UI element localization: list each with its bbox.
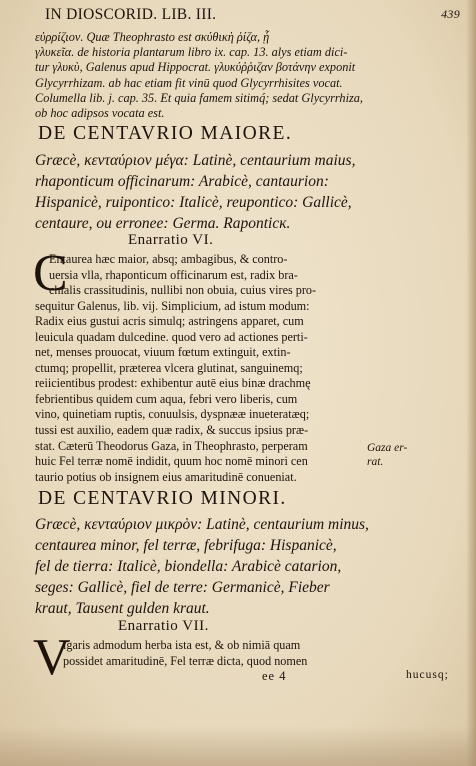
text-line: uersia vlla, rhaponticum officinarum est, radix bra- <box>49 267 298 282</box>
enarratio-heading: Enarratio VI. <box>128 232 214 248</box>
page-footer <box>262 669 449 684</box>
text-line: reiicientibus prodest: exhibentur autē eius binæ drachmę <box>35 376 311 391</box>
text-line: γλυκεῖα. de historia plantarum libro ix. cap. 13. alys etiam dici- <box>35 45 348 60</box>
synonyms-block <box>35 150 430 234</box>
signature-mark: ee 4 <box>262 669 287 683</box>
text-line: ob hoc adipsos vocata est. <box>35 106 165 121</box>
synonym-line: Hispanicè, ruiponticо: Italicè, reupontico: Gallicè, <box>35 194 352 211</box>
body-text <box>35 638 430 669</box>
text-line: vino, quinetiam ruptis, conuulsis, dyspnææ inueteratæq; <box>35 407 310 422</box>
text-line: Glycyrrhizam. ab hac etiam fit vinū quod Glycyrrhisites vocat. <box>35 75 343 90</box>
synonym-line: centaure, ou erronee: Germa. Raponticк. <box>35 215 291 232</box>
text-line: huic Fel terræ nomē indidit, quum hoc nomē minori cen <box>35 454 308 469</box>
drop-cap: C <box>33 245 68 302</box>
synonym-line: centaurea minor, fel terræ, febrifuga: Hispanicè, <box>35 537 337 554</box>
text-line: Columella lib. j. cap. 35. Et quia famem sitimq́; sedat Glycyrrhiza, <box>35 90 364 105</box>
text-line: sequitur Galenus, lib. vij. Simplicium, ad istum modum: <box>35 298 310 313</box>
synonym-line: kraut, Tausent gulden kraut. <box>35 600 210 617</box>
text-line: febrientibus quidem cum aqua, febri vero liberis, cum <box>35 391 298 406</box>
text-line: taurio potius ob insignem eius amaritudinē conueniat. <box>35 469 297 484</box>
text-line: leuicula quadam dulcedine. quod vero ad actiones perti- <box>35 329 308 344</box>
text-line: lgaris admodum herba ista est, & ob nimiā quam <box>63 638 301 652</box>
text-line: ctumq; propellit, præterea vlcera glutinat, sanguinemq; <box>35 360 303 375</box>
text-line: εὐρρίζιον. Quæ Theophrasto est σκύθικὴ ῥίζα, ᾗ <box>35 30 270 44</box>
text-line: Entaurea hæc maior, absq; ambagibus, & contro- <box>49 252 288 266</box>
enarratio-heading: Enarratio VII. <box>118 618 209 634</box>
synonyms-block <box>35 514 430 619</box>
text-line: tur γλυκὺ, Galenus apud Hippocrat. γλυκύῤῥιζαν βοτάνην exponit <box>35 60 356 75</box>
page-bottom-shadow <box>0 726 476 766</box>
catchword: hucusq; <box>406 669 449 681</box>
section-heading: DE CENTAVRIO MINORI. <box>38 488 287 509</box>
synonym-line: fel de tierra: Italicè, biondella: Arabicè catarion, <box>35 558 342 575</box>
margin-note-line: Gaza er- <box>367 442 408 454</box>
folio-number: 439 <box>441 7 460 21</box>
synonym-line: rhaponticum officinarum: Arabicè, cantaurion: <box>35 173 329 190</box>
drop-cap: V <box>33 629 71 686</box>
text-line: tussi est auxilio, eadem quæ radix, & succus ipsius præ- <box>35 423 309 438</box>
synonym-line: Græcè, κενταύριον μικρὸν: Latinè, centaurium minus, <box>35 516 369 533</box>
text-line: chialis crassitudinis, nullibi non obuia, cuius vires pro- <box>49 283 317 298</box>
synonym-line: seges: Gallicè, fiel de terre: Germanicè, Fieber <box>35 579 330 596</box>
running-title: IN DIOSCORID. LIB. III. <box>45 6 217 23</box>
synonym-line: Græcè, κενταύριον μέγα: Latinè, centaurium maius, <box>35 152 356 169</box>
text-line: possidet amaritudinē, Fel terræ dicta, quod nomen <box>63 653 308 668</box>
intro-paragraph <box>35 30 430 121</box>
page-gutter-shadow <box>466 0 476 766</box>
text-line: net, menses prouocat, viuum fœtum extinguit, extin- <box>35 345 291 360</box>
text-line: Radix eius gustui acris simulq; astringens apparet, cum <box>35 314 304 329</box>
running-header <box>35 6 460 28</box>
margin-note-line: rat. <box>367 456 384 468</box>
text-line: stat. Cæterū Theodorus Gaza, in Theophrasto, perperam <box>35 438 308 453</box>
margin-note <box>367 441 407 469</box>
section-heading: DE CENTAVRIO MAIORE. <box>38 123 293 144</box>
